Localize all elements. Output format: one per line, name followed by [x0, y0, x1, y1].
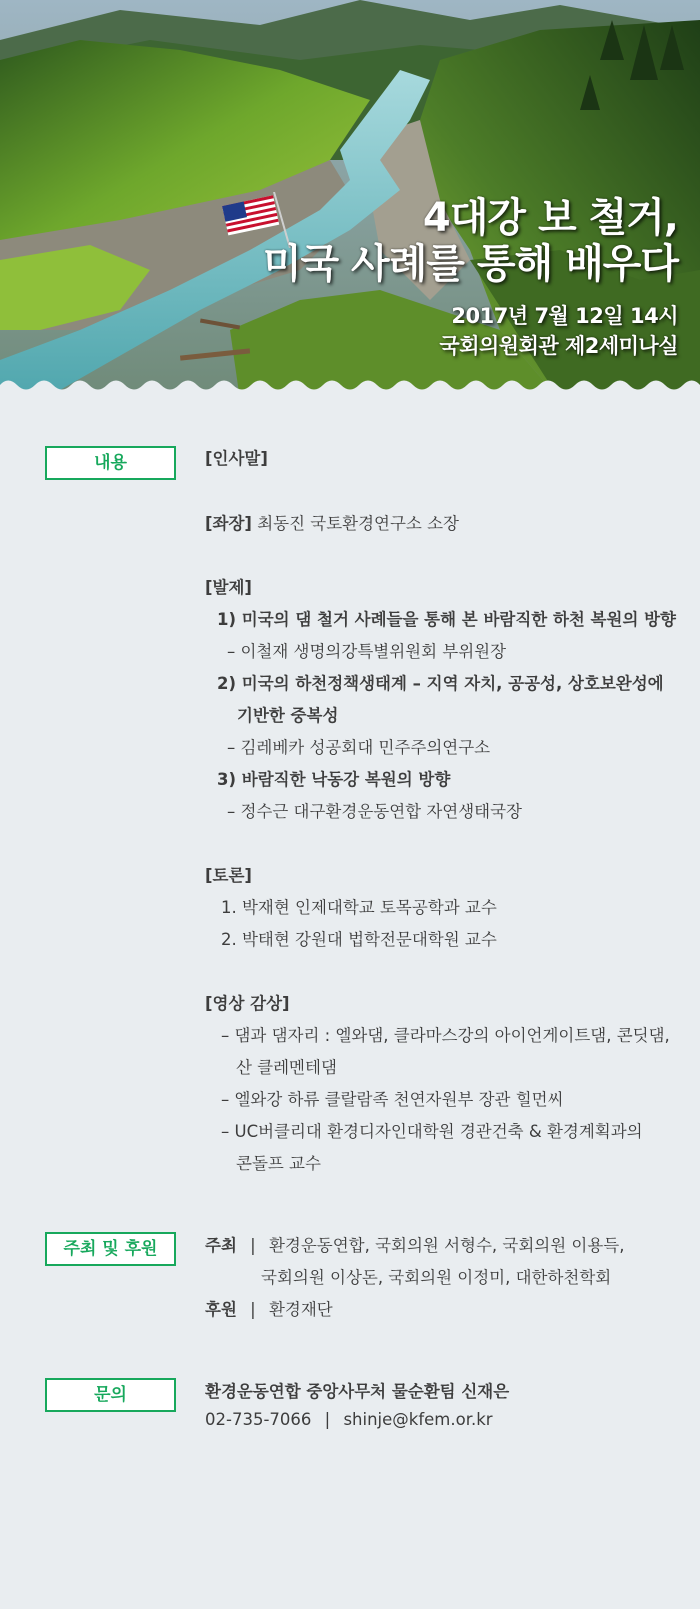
event-date: 2017년 7월 12일 14시: [451, 304, 678, 328]
inquiry-separator: |: [324, 1410, 331, 1429]
chair-tag: [좌장]: [205, 514, 252, 533]
video-item-2: – 엘와강 하류 클랄람족 천연자원부 장관 힐먼씨: [221, 1090, 564, 1109]
inquiry-email[interactable]: shinje@kfem.or.kr: [343, 1410, 493, 1429]
presentation-2-speaker: – 김레베카 성공회대 민주주의연구소: [227, 738, 491, 757]
presentation-2-title: 2) 미국의 하천정책생태계 – 지역 자치, 공공성, 상호보완성에: [217, 674, 664, 693]
sponsor-line: [205, 1296, 333, 1320]
sponsor-name: 환경재단: [268, 1300, 333, 1319]
event-title-line2: 미국 사례를 통해 배우다: [262, 241, 678, 287]
content-section-label: 내용: [45, 446, 176, 480]
inquiry-phone: 02-735-7066: [205, 1410, 312, 1429]
inquiry-section-label: 문의: [45, 1378, 176, 1412]
inquiry-contact: 환경운동연합 중앙사무처 물순환팀 신재은: [205, 1382, 510, 1401]
presentation-3-speaker: – 정수근 대구환경운동연합 자연생태국장: [227, 802, 522, 821]
video-item-1-cont: 산 클레멘테댐: [236, 1058, 337, 1077]
host-line: [205, 1232, 624, 1256]
presentation-3-title: 3) 바람직한 낙동강 복원의 방향: [217, 770, 451, 789]
chair-name: 최동진 국토환경연구소 소장: [251, 514, 459, 533]
presentation-1-title: 1) 미국의 댐 철거 사례들을 통해 본 바람직한 하천 복원의 방향: [217, 610, 677, 629]
event-venue: 국회의원회관 제2세미나실: [439, 334, 678, 358]
video-item-3-cont: 콘돌프 교수: [236, 1154, 321, 1173]
presentation-2-title-cont: 기반한 중복성: [237, 706, 339, 725]
sponsor-tag: 후원: [205, 1300, 237, 1319]
inquiry-details: [205, 1410, 493, 1429]
host-tag: 주최: [205, 1236, 237, 1255]
presentation-tag: [발제]: [205, 578, 252, 597]
video-tag: [영상 감상]: [205, 994, 290, 1013]
chair-line: [205, 510, 459, 534]
hero-banner: [0, 0, 700, 400]
host-separator: |: [250, 1236, 256, 1255]
host-list-2: 국회의원 이상돈, 국회의원 이정미, 대한하천학회: [261, 1268, 612, 1287]
host-list-1: 환경운동연합, 국회의원 서형수, 국회의원 이용득,: [268, 1236, 625, 1255]
discussant-1: 1. 박재현 인제대학교 토목공학과 교수: [221, 898, 497, 917]
discussion-tag: [토론]: [205, 866, 252, 885]
event-title-line1: 4대강 보 철거,: [422, 195, 678, 241]
discussant-2: 2. 박태현 강원대 법학전문대학원 교수: [221, 930, 497, 949]
greeting-tag: [인사말]: [205, 449, 268, 468]
host-section-label: 주최 및 후원: [45, 1232, 176, 1266]
presentation-1-speaker: – 이철재 생명의강특별위원회 부위원장: [227, 642, 507, 661]
video-item-3: – UC버클리대 환경디자인대학원 경관건축 & 환경계획과의: [221, 1122, 643, 1141]
sponsor-separator: |: [250, 1300, 256, 1319]
video-item-1: – 댐과 댐자리 : 엘와댐, 클라마스강의 아이언게이트댐, 콘딧댐,: [221, 1026, 670, 1045]
